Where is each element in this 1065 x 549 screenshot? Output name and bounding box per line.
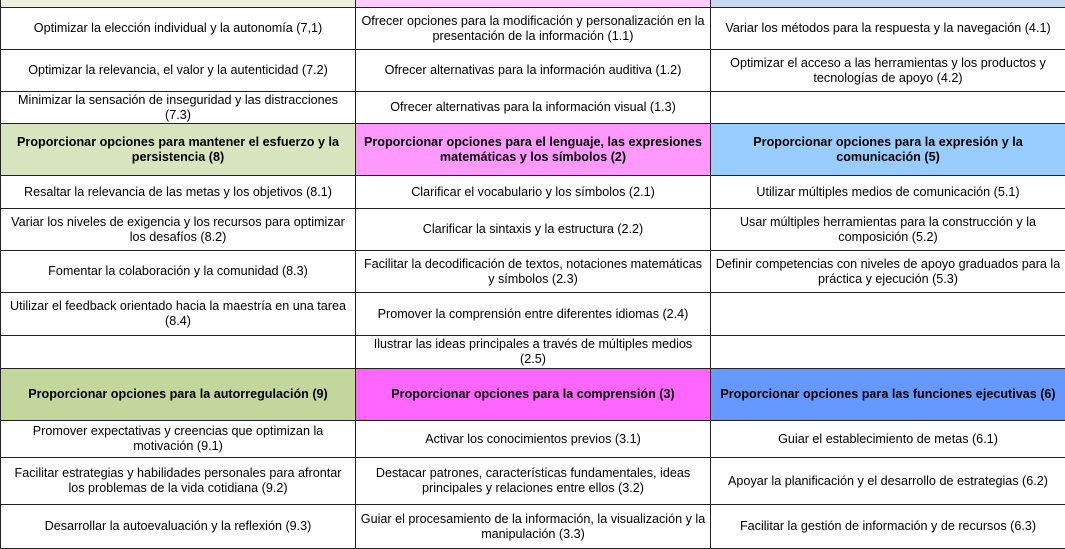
checkpoint-cell xyxy=(711,0,1065,8)
checkpoint-cell xyxy=(711,336,1065,369)
checkpoint-cell: Ofrecer alternativas para la información visual (1.3) xyxy=(356,92,711,124)
checkpoint-cell: Destacar patrones, características fundamentales, ideas principales y relaciones entre ellos (3.2) xyxy=(356,458,711,505)
table-row xyxy=(1,50,1065,92)
checkpoint-cell: Variar los niveles de exigencia y los recursos para optimizar los desafíos (8.2) xyxy=(1,209,356,251)
checkpoint-cell: Promover expectativas y creencias que optimizan la motivación (9.1) xyxy=(1,421,356,458)
table-header-row xyxy=(1,369,1065,421)
table-row xyxy=(1,336,1065,369)
checkpoint-cell: Resaltar la relevancia de las metas y los objetivos (8.1) xyxy=(1,176,356,209)
checkpoint-cell: Facilitar estrategias y habilidades personales para afrontar los problemas de la vida cotidiana (9.2) xyxy=(1,458,356,505)
checkpoint-cell: Definir competencias con niveles de apoyo graduados para la práctica y ejecución (5.3) xyxy=(711,251,1065,293)
table-row xyxy=(1,421,1065,458)
checkpoint-cell: Facilitar la decodificación de textos, notaciones matemáticas y símbolos (2.3) xyxy=(356,251,711,293)
guideline-header-cell: Proporcionar opciones para la expresión y la comunicación (5) xyxy=(711,124,1065,176)
table-row xyxy=(1,209,1065,251)
checkpoint-cell: Apoyar la planificación y el desarrollo de estrategias (6.2) xyxy=(711,458,1065,505)
checkpoint-cell: Guiar el procesamiento de la información, la visualización y la manipulación (3.3) xyxy=(356,505,711,549)
guideline-header-cell: Proporcionar opciones para mantener el esfuerzo y la persistencia (8) xyxy=(1,124,356,176)
guideline-header-cell: Proporcionar opciones para la autorregulación (9) xyxy=(1,369,356,421)
checkpoint-cell: Optimizar el acceso a las herramientas y los productos y tecnologías de apoyo (4.2) xyxy=(711,50,1065,92)
checkpoint-cell: Guiar el establecimiento de metas (6.1) xyxy=(711,421,1065,458)
checkpoint-cell: Optimizar la elección individual y la autonomía (7,1) xyxy=(1,8,356,50)
guideline-header-cell: Proporcionar opciones para la comprensión (3) xyxy=(356,369,711,421)
checkpoint-cell: Clarificar la sintaxis y la estructura (2.2) xyxy=(356,209,711,251)
checkpoint-cell: Utilizar múltiples medios de comunicación (5.1) xyxy=(711,176,1065,209)
checkpoint-cell: Desarrollar la autoevaluación y la reflexión (9.3) xyxy=(1,505,356,549)
table-header-row xyxy=(1,124,1065,176)
table-row xyxy=(1,92,1065,124)
table-row xyxy=(1,458,1065,505)
checkpoint-cell xyxy=(1,0,356,8)
table-row xyxy=(1,0,1065,8)
checkpoint-cell: Ofrecer alternativas para la información auditiva (1.2) xyxy=(356,50,711,92)
guideline-header-cell: Proporcionar opciones para las funciones ejecutivas (6) xyxy=(711,369,1065,421)
checkpoint-cell: Clarificar el vocabulario y los símbolos (2.1) xyxy=(356,176,711,209)
checkpoint-cell: Promover la comprensión entre diferentes idiomas (2.4) xyxy=(356,293,711,336)
guideline-header-cell: Proporcionar opciones para el lenguaje, las expresiones matemáticas y los símbolos (2) xyxy=(356,124,711,176)
checkpoint-cell: Variar los métodos para la respuesta y la navegación (4.1) xyxy=(711,8,1065,50)
table-row xyxy=(1,505,1065,549)
table-row xyxy=(1,293,1065,336)
table-row xyxy=(1,8,1065,50)
checkpoint-cell: Utilizar el feedback orientado hacia la maestría en una tarea (8.4) xyxy=(1,293,356,336)
checkpoint-cell xyxy=(711,92,1065,124)
checkpoint-cell xyxy=(1,336,356,369)
checkpoint-cell: Optimizar la relevancia, el valor y la autenticidad (7.2) xyxy=(1,50,356,92)
checkpoint-cell: Activar los conocimientos previos (3.1) xyxy=(356,421,711,458)
table-row xyxy=(1,251,1065,293)
table-row xyxy=(1,176,1065,209)
checkpoint-cell xyxy=(711,293,1065,336)
checkpoint-cell: Minimizar la sensación de inseguridad y las distracciones (7.3) xyxy=(1,92,356,124)
checkpoint-cell: Facilitar la gestión de información y de recursos (6.3) xyxy=(711,505,1065,549)
checkpoint-cell: Ilustrar las ideas principales a través de múltiples medios (2.5) xyxy=(356,336,711,369)
checkpoint-cell: Ofrecer opciones para la modificación y personalización en la presentación de la información (1.1) xyxy=(356,8,711,50)
checkpoint-cell: Usar múltiples herramientas para la construcción y la composición (5.2) xyxy=(711,209,1065,251)
checkpoint-cell: Fomentar la colaboración y la comunidad (8.3) xyxy=(1,251,356,293)
checkpoint-cell xyxy=(356,0,711,8)
